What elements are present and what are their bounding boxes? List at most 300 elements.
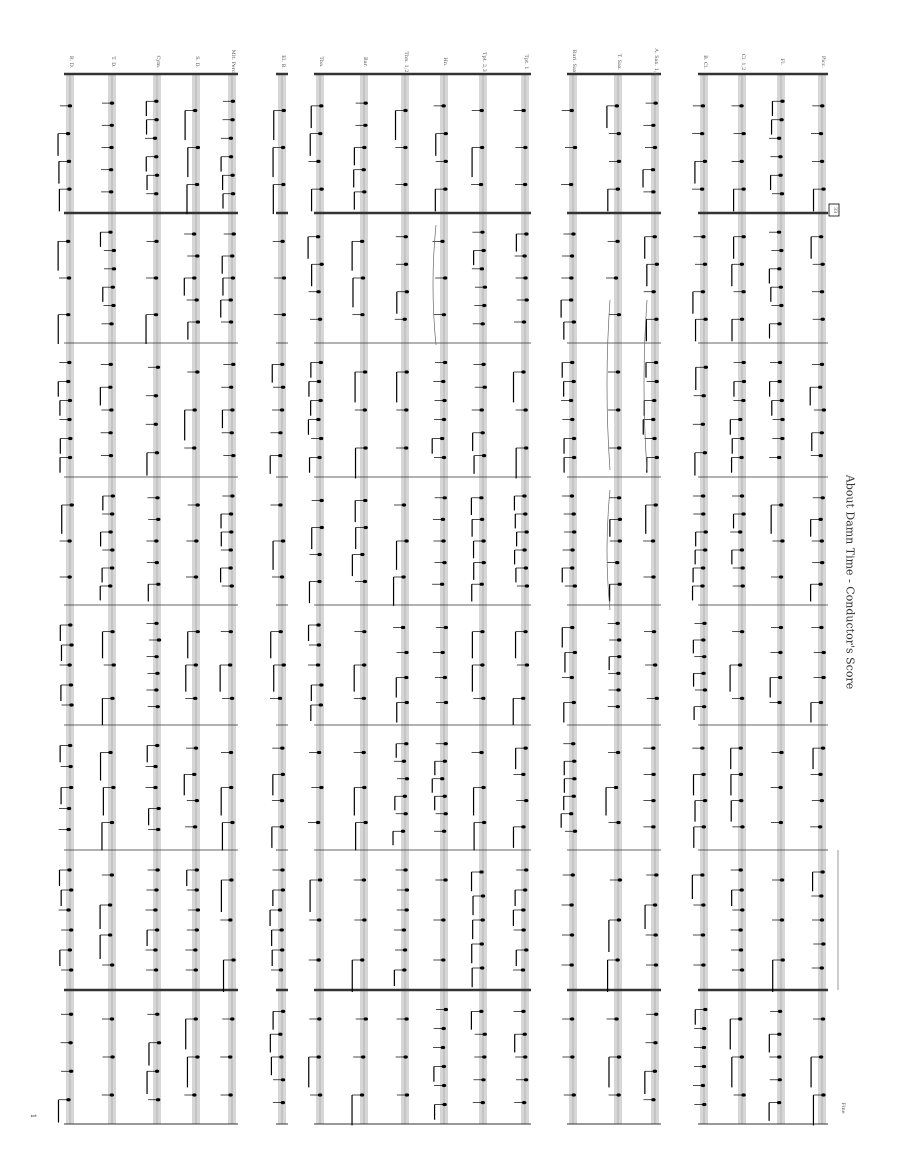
page-number: 1: [29, 1113, 38, 1119]
note-head: [67, 539, 71, 542]
note-head: [192, 276, 196, 279]
note-head: [110, 566, 114, 569]
note-head: [278, 454, 282, 457]
note-head: [481, 363, 485, 366]
note-head: [108, 431, 112, 434]
note-head: [196, 908, 200, 911]
note-head: [401, 626, 405, 629]
note-head: [738, 530, 742, 533]
note-head: [740, 825, 744, 828]
note-head: [820, 263, 824, 266]
note-head: [229, 530, 233, 533]
note-head: [230, 821, 234, 824]
note-head: [230, 584, 234, 587]
note-head: [316, 235, 320, 238]
note-head: [443, 361, 447, 364]
note-head: [231, 454, 235, 457]
note-head: [779, 503, 783, 506]
note-head: [442, 830, 446, 833]
note-head: [109, 322, 113, 325]
note-head: [480, 146, 484, 149]
note-head: [404, 539, 408, 542]
note-head: [360, 313, 364, 316]
note-head: [569, 399, 573, 402]
note-head: [441, 539, 445, 542]
note-head: [280, 948, 284, 951]
note-head: [68, 765, 72, 768]
note-head: [280, 825, 284, 828]
note-head: [112, 249, 116, 252]
note-head: [228, 1093, 232, 1096]
note-head: [777, 380, 781, 383]
note-head: [702, 705, 706, 708]
note-head: [701, 104, 705, 107]
note-head: [404, 742, 408, 745]
note-head: [231, 276, 235, 279]
note-head: [523, 276, 527, 279]
note-head: [442, 313, 446, 316]
note-head: [443, 276, 447, 279]
note-head: [524, 948, 528, 951]
note-head: [229, 386, 233, 389]
note-head: [319, 703, 323, 706]
note-head: [703, 548, 707, 551]
note-head: [281, 1101, 285, 1104]
note-head: [155, 1070, 159, 1073]
note-head: [700, 873, 704, 876]
note-head: [651, 825, 655, 828]
note-head: [481, 697, 485, 700]
note-head: [443, 188, 447, 191]
note-head: [69, 1070, 73, 1073]
note-head: [651, 1098, 655, 1101]
note-head: [443, 760, 447, 763]
note-head: [482, 821, 486, 824]
note-head: [363, 821, 367, 824]
note-head: [360, 553, 364, 556]
instrument-label: Cl. 1,2: [740, 53, 746, 71]
note-head: [155, 451, 159, 454]
note-head: [479, 496, 483, 499]
note-head: [229, 786, 233, 789]
note-head: [651, 799, 655, 802]
note-head: [229, 751, 233, 754]
note-head: [442, 418, 446, 421]
note-head: [571, 380, 575, 383]
note-head: [69, 888, 73, 891]
note-head: [316, 623, 320, 626]
note-head: [739, 888, 743, 891]
note-head: [780, 418, 784, 421]
note-head: [195, 503, 199, 506]
note-head: [651, 575, 655, 578]
note-head: [319, 437, 323, 440]
note-head: [703, 451, 707, 454]
instrument-label: Mlt. Perc.: [230, 49, 236, 75]
note-head: [153, 948, 157, 951]
note-head: [195, 183, 199, 186]
note-head: [156, 828, 160, 831]
note-head: [701, 235, 705, 238]
note-head: [155, 672, 159, 675]
note-head: [281, 773, 285, 776]
note-head: [615, 958, 619, 961]
note-head: [362, 663, 366, 666]
note-head: [480, 966, 484, 969]
note-head: [616, 672, 620, 675]
note-head: [616, 188, 620, 191]
note-head: [280, 868, 284, 871]
note-head: [616, 705, 620, 708]
note-head: [362, 168, 366, 171]
note-head: [281, 183, 285, 186]
note-head: [703, 530, 707, 533]
note-head: [570, 676, 574, 679]
note-head: [441, 104, 445, 107]
note-head: [403, 183, 407, 186]
note-head: [319, 786, 323, 789]
note-head: [110, 873, 114, 876]
note-head: [362, 630, 366, 633]
note-head: [700, 584, 704, 587]
instrument-label: Bari. Sax.: [571, 49, 577, 75]
note-head: [654, 873, 658, 876]
note-head: [279, 968, 283, 971]
note-head: [67, 276, 71, 279]
note-head: [572, 320, 576, 323]
note-head: [441, 1046, 445, 1049]
note-head: [154, 655, 158, 658]
note-head: [618, 539, 622, 542]
note-head: [651, 773, 655, 776]
note-head: [702, 1027, 706, 1030]
note-head: [655, 263, 659, 266]
note-head: [779, 575, 783, 578]
note-head: [524, 446, 528, 449]
note-head: [480, 408, 484, 411]
note-head: [195, 254, 199, 257]
note-head: [109, 363, 113, 366]
note-head: [570, 566, 574, 569]
note-head: [443, 496, 447, 499]
note-head: [231, 100, 235, 103]
note-head: [573, 146, 577, 149]
note-head: [573, 651, 577, 654]
note-head: [316, 160, 320, 163]
note-head: [819, 894, 823, 897]
note-head: [317, 643, 321, 646]
note-head: [702, 655, 706, 658]
note-head: [481, 249, 485, 252]
note-head: [66, 828, 70, 831]
note-head: [521, 370, 525, 373]
note-head: [229, 320, 233, 323]
note-head: [68, 948, 72, 951]
note-head: [653, 1041, 657, 1044]
note-head: [317, 553, 321, 556]
note-head: [360, 240, 364, 243]
note-head: [739, 104, 743, 107]
note-head: [67, 575, 71, 578]
note-head: [443, 878, 447, 881]
note-head: [822, 408, 826, 411]
note-head: [571, 742, 575, 745]
note-head: [442, 561, 446, 564]
note-head: [822, 651, 826, 654]
note-head: [480, 663, 484, 666]
note-head: [316, 958, 320, 961]
note-head: [524, 1078, 528, 1081]
note-head: [479, 870, 483, 873]
note-head: [701, 933, 705, 936]
note-head: [523, 888, 527, 891]
instrument-label: Tpt. 1: [523, 54, 529, 70]
note-head: [228, 918, 232, 921]
note-head: [318, 318, 322, 321]
note-head: [572, 456, 576, 459]
note-head: [194, 968, 198, 971]
note-head: [230, 697, 234, 700]
note-head: [614, 1017, 618, 1020]
note-head: [109, 168, 113, 171]
note-head: [701, 672, 705, 675]
note-head: [192, 446, 196, 449]
note-head: [193, 948, 197, 951]
note-head: [317, 456, 321, 459]
note-head: [108, 530, 112, 533]
note-head: [778, 174, 782, 177]
note-head: [196, 320, 200, 323]
note-head: [194, 888, 198, 891]
note-head: [403, 812, 407, 815]
instrument-label: Tba.: [318, 56, 324, 68]
note-head: [739, 456, 743, 459]
note-head: [521, 908, 525, 911]
note-head: [404, 1017, 408, 1020]
note-head: [362, 878, 366, 881]
note-head: [480, 109, 484, 112]
note-head: [156, 1098, 160, 1101]
note-head: [404, 651, 408, 654]
note-head: [570, 626, 574, 629]
note-head: [820, 160, 824, 163]
note-head: [700, 747, 704, 750]
note-head: [521, 928, 525, 931]
note-head: [778, 651, 782, 654]
slur: [607, 300, 610, 470]
note-head: [572, 701, 576, 704]
note-head: [405, 290, 409, 293]
note-head: [702, 1046, 706, 1049]
note-head: [572, 530, 576, 533]
note-head: [111, 494, 115, 497]
note-head: [405, 888, 409, 891]
note-head: [443, 676, 447, 679]
note-head: [479, 751, 483, 754]
note-head: [482, 1033, 486, 1036]
note-head: [68, 744, 72, 747]
note-head: [156, 366, 160, 369]
note-head: [403, 109, 407, 112]
note-head: [281, 386, 285, 389]
note-head: [442, 1084, 446, 1087]
note-head: [481, 1101, 485, 1104]
note-head: [777, 231, 781, 234]
note-head: [110, 963, 114, 966]
note-head: [229, 548, 233, 551]
note-head: [617, 918, 621, 921]
note-head: [318, 132, 322, 135]
note-head: [278, 503, 282, 506]
note-head: [523, 1055, 527, 1058]
note-head: [654, 380, 658, 383]
note-head: [278, 431, 282, 434]
note-head: [740, 437, 744, 440]
note-head: [741, 235, 745, 238]
note-head: [654, 318, 658, 321]
note-head: [319, 361, 323, 364]
note-head: [780, 192, 784, 195]
note-head: [281, 539, 285, 542]
note-head: [443, 795, 447, 798]
note-head: [229, 431, 233, 434]
note-head: [108, 751, 112, 754]
note-head: [405, 1093, 409, 1096]
note-head: [67, 418, 71, 421]
note-head: [69, 928, 73, 931]
note-head: [738, 663, 742, 666]
note-head: [280, 363, 284, 366]
note-head: [820, 363, 824, 366]
note-head: [228, 566, 232, 569]
note-head: [482, 1055, 486, 1058]
note-head: [192, 773, 196, 776]
note-head: [441, 651, 445, 654]
note-head: [154, 394, 158, 397]
note-head: [279, 928, 283, 931]
note-head: [819, 235, 823, 238]
note-head: [110, 1093, 114, 1096]
note-head: [196, 146, 200, 149]
note-head: [361, 276, 365, 279]
note-head: [442, 399, 446, 402]
note-head: [618, 878, 622, 881]
note-head: [701, 963, 705, 966]
instrument-label: B. Cl.: [702, 55, 708, 69]
note-head: [521, 773, 525, 776]
note-head: [362, 786, 366, 789]
note-head: [155, 561, 159, 564]
note-head: [363, 124, 367, 127]
note-head: [111, 663, 115, 666]
note-head: [521, 109, 525, 112]
note-head: [779, 249, 783, 252]
note-head: [777, 1033, 781, 1036]
note-head: [740, 697, 744, 700]
note-head: [820, 918, 824, 921]
note-head: [481, 1078, 485, 1081]
note-head: [360, 1093, 364, 1096]
note-head: [818, 825, 822, 828]
note-head: [318, 399, 322, 402]
note-head: [444, 160, 448, 163]
note-head: [68, 437, 72, 440]
note-head: [231, 192, 235, 195]
note-head: [401, 830, 405, 833]
note-head: [68, 1041, 72, 1044]
note-head: [701, 566, 705, 569]
note-head: [193, 697, 197, 700]
note-head: [403, 948, 407, 951]
note-head: [154, 276, 158, 279]
note-head: [405, 777, 409, 780]
note-head: [440, 240, 444, 243]
note-head: [192, 408, 196, 411]
note-head: [701, 394, 705, 397]
note-head: [68, 456, 72, 459]
note-head: [231, 363, 235, 366]
note-head: [69, 786, 73, 789]
note-head: [155, 496, 159, 499]
note-head: [703, 318, 707, 321]
note-head: [779, 751, 783, 754]
note-head: [740, 318, 744, 321]
note-head: [525, 663, 529, 666]
note-head: [229, 137, 233, 140]
note-head: [521, 825, 525, 828]
note-head: [818, 583, 822, 586]
note-head: [154, 118, 158, 121]
note-head: [228, 663, 232, 666]
instrument-label: T. D.: [110, 56, 116, 68]
note-head: [155, 174, 159, 177]
note-head: [154, 622, 158, 625]
note-head: [401, 575, 405, 578]
note-head: [704, 366, 708, 369]
note-head: [362, 697, 366, 700]
note-head: [654, 1013, 658, 1016]
note-head: [740, 494, 744, 497]
note-head: [571, 512, 575, 515]
note-head: [569, 963, 573, 966]
note-head: [653, 102, 657, 105]
note-head: [741, 512, 745, 515]
note-head: [483, 286, 487, 289]
note-head: [819, 1055, 823, 1058]
note-head: [440, 437, 444, 440]
note-head: [652, 437, 656, 440]
note-head: [442, 456, 446, 459]
note-head: [363, 408, 367, 411]
note-head: [281, 1010, 285, 1013]
note-head: [701, 903, 705, 906]
note-head: [319, 188, 323, 191]
note-head: [68, 399, 72, 402]
note-head: [282, 313, 286, 316]
instrument-label: T. Sax.: [616, 53, 622, 71]
note-head: [777, 267, 781, 270]
note-head: [653, 663, 657, 666]
note-head: [741, 399, 745, 402]
note-head: [616, 408, 620, 411]
note-head: [614, 276, 618, 279]
note-head: [281, 1078, 285, 1081]
note-head: [569, 183, 573, 186]
note-head: [651, 124, 655, 127]
note-head: [777, 137, 781, 140]
note-head: [778, 676, 782, 679]
note-head: [362, 146, 366, 149]
